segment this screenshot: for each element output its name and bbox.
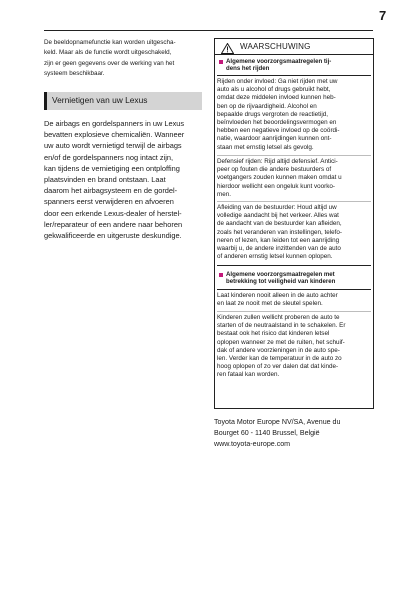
body-line: plaatsvinden en brand ontstaan. Laat: [44, 175, 166, 185]
body-line: bevatten explosieve chemicaliën. Wanneer: [44, 130, 185, 140]
body-line: spanners eerst verwijderen en afvoeren: [44, 197, 174, 207]
warning-title: WAARSCHUWING: [240, 42, 311, 51]
para-line: bepaalde drugs vergroten de reactietijd,: [217, 110, 328, 118]
label-line: dens het rijden: [226, 65, 270, 73]
para-line: bestaat ook het risico dat kinderen letsel: [217, 330, 330, 338]
paragraph-defensive-driving: [217, 158, 371, 199]
paragraph-separator: [217, 155, 371, 156]
intro-line: zijn er geen gegevens over de werking van het: [44, 59, 175, 67]
para-line: len. Verder kan de temperatuur in de auto zo: [217, 355, 342, 363]
address-line: Toyota Motor Europe NV/SA, Avenue du: [214, 418, 341, 426]
body-line: De airbags en gordelspanners in uw Lexus: [44, 119, 185, 128]
section-separator: [217, 265, 371, 266]
address-line: Bourget 60 - 1140 Brussel, België: [214, 429, 320, 437]
paragraph-separator: [217, 201, 371, 202]
section-heading: [44, 92, 202, 110]
para-line: zoals het veranderen van instellingen, telefo-: [217, 228, 342, 236]
label-line: betrekking tot veiligheid van kinderen: [226, 278, 336, 286]
subsection-rule: [217, 75, 371, 76]
para-line: waarbij u, de andere inzittenden van de auto: [217, 245, 341, 253]
body-line: uw auto wordt vernietigd terwijl de airbags: [44, 141, 182, 151]
warning-header: [215, 39, 373, 55]
paragraph-children-alone: [217, 292, 371, 308]
label-line: Algemene voorzorgsmaatregelen tij-: [226, 58, 332, 65]
intro-paragraph: [44, 38, 202, 80]
subsection-bullet: [219, 273, 223, 277]
para-line: staan met ernstig letsel als gevolg.: [217, 143, 314, 151]
para-line: neren of lezen, kan leiden tot een aanrijding: [217, 236, 340, 244]
para-line: of anderen ernstig letsel kunnen oplopen.: [217, 253, 333, 261]
para-line: voetgangers zouden kunnen maken omdat u: [217, 174, 342, 182]
warning-box: [214, 38, 374, 409]
para-line: hierdoor wellicht een ongeluk kunt voorko-: [217, 182, 335, 190]
subsection-label: [226, 271, 335, 286]
manufacturer-address: [214, 417, 340, 450]
para-line: dak of andere voorzieningen in de auto spe-: [217, 346, 340, 354]
para-line: hoog oplopen of zo ver dalen dat dat kinde-: [217, 363, 339, 371]
section-body: [44, 118, 202, 241]
paragraph-driver-distraction: [217, 204, 371, 261]
para-line: starten of de neutraalstand in te schakelen. Er: [217, 322, 346, 330]
para-line: men.: [217, 190, 231, 198]
para-line: Defensief rijden: Rijd altijd defensief. Antici-: [217, 158, 338, 165]
subsection-label: [226, 58, 331, 73]
para-line: Afleiding van de bestuurder: Houd altijd uw: [217, 204, 337, 211]
body-line: daarom het airbagsysteem en de gordel-: [44, 186, 178, 196]
body-line: door een erkende Lexus-dealer of herstel-: [44, 208, 182, 218]
para-line: peer op fouten die andere bestuurders of: [217, 166, 332, 174]
paragraph-drunk-driving: [217, 78, 371, 152]
subsection-rule: [217, 289, 371, 290]
para-line: Rijden onder invloed: Ga niet rijden met uw: [217, 78, 338, 85]
para-line: Kinderen zullen wellicht proberen de auto te: [217, 314, 340, 321]
para-line: ben op de rijvaardigheid. Alcohol en: [217, 102, 317, 110]
warning-triangle-icon: [221, 41, 234, 59]
label-line: Algemene voorzorgsmaatregelen met: [226, 271, 335, 278]
para-line: de aandacht van de bestuurder kan afleiden,: [217, 220, 342, 228]
body-line: kan tijdens de vernietiging een ontploffing: [44, 163, 180, 173]
section-heading-text: Vernietigen van uw Lexus: [52, 95, 148, 105]
para-line: en laat ze nooit met de sleutel spelen.: [217, 300, 323, 308]
intro-line: systeem beschikbaar.: [44, 70, 105, 78]
paragraph-separator: [217, 311, 371, 312]
body-line: ler/reparateur of een andere naar behoren: [44, 219, 183, 229]
subsection-bullet: [219, 60, 223, 64]
website-link[interactable]: www.toyota-europe.com: [214, 440, 291, 448]
para-line: hebben een negatieve invloed op de coördi-: [217, 127, 340, 135]
para-line: volledige aandacht bij het verkeer. Alles wat: [217, 212, 339, 220]
para-line: omdat deze middelen invloed kunnen heb-: [217, 94, 336, 102]
paragraph-children-risks: [217, 314, 371, 380]
header-rule: [44, 30, 373, 31]
para-line: auto als u alcohol of drugs gebruikt hebt,: [217, 86, 331, 94]
body-line: gekwalificeerde en uitgeruste deskundige.: [44, 231, 182, 241]
para-line: Laat kinderen nooit alleen in de auto achter: [217, 292, 338, 299]
para-line: oplopen wanneer ze met de ruiten, het schuif-: [217, 338, 345, 346]
para-line: natie, waardoor aanrijdingen kunnen ont-: [217, 135, 332, 143]
body-line: en/of de gordelspanners nog intact zijn,: [44, 152, 174, 162]
para-line: ren fataal kan worden.: [217, 371, 280, 379]
intro-line: keld. Maar als de functie wordt uitgeschakeld,: [44, 49, 172, 57]
page-number: 7: [379, 8, 387, 23]
para-line: beïnvloeden het beoordelingsvermogen en: [217, 119, 337, 127]
intro-line: De beeldopnamefunctie kan worden uitgescha-: [44, 39, 176, 46]
